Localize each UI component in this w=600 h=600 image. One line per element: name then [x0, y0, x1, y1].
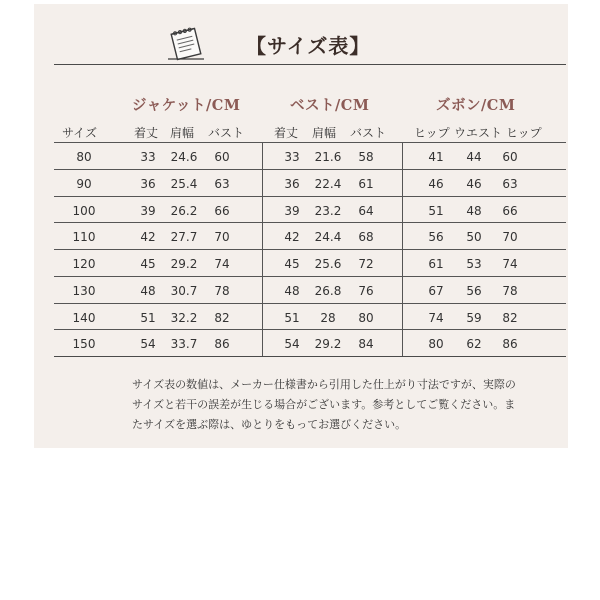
table-row-divider — [54, 303, 566, 304]
size-chart-card — [34, 4, 568, 448]
jacket-value: 60 — [214, 150, 230, 164]
jacket-value: 27.7 — [170, 230, 198, 245]
header-pants-waist: ウエスト — [454, 126, 503, 140]
table-row-divider — [54, 329, 566, 330]
pants-value: 63 — [502, 176, 518, 191]
pants-value: 59 — [466, 310, 482, 325]
header-jacket-bust: バスト — [208, 126, 245, 140]
vest-value: 61 — [358, 176, 374, 191]
jacket-value: 54 — [140, 337, 156, 352]
table-row-divider — [54, 196, 566, 197]
jacket-value: 51 — [140, 310, 156, 325]
group-vest: ベスト/CM — [290, 97, 370, 114]
vest-value: 48 — [284, 283, 300, 298]
header-pants-hip-2: ヒップ — [506, 126, 542, 140]
jacket-value: 33 — [140, 150, 156, 164]
jacket-value: 63 — [214, 176, 230, 191]
jacket-value: 32.2 — [170, 310, 198, 325]
group-pants: ズボン/CM — [436, 97, 516, 114]
vest-value: 42 — [284, 230, 300, 245]
table-row-divider — [54, 276, 566, 277]
header-jacket-shoulder: 肩幅 — [170, 126, 195, 140]
pants-value: 51 — [428, 203, 444, 218]
pants-value: 86 — [502, 337, 518, 352]
size-value: 100 — [72, 203, 96, 218]
pants-value: 74 — [502, 257, 518, 271]
size-value: 130 — [72, 283, 96, 298]
pants-value: 41 — [428, 150, 444, 164]
pants-value: 74 — [428, 310, 444, 325]
jacket-value: 78 — [214, 283, 230, 298]
size-value: 140 — [72, 310, 96, 325]
vest-value: 28 — [320, 310, 336, 325]
note-line-2: サイズと若干の誤差が生じる場合がございます。参考としてご覧ください。ま — [132, 398, 516, 411]
pants-value: 62 — [466, 337, 482, 352]
jacket-value: 30.7 — [170, 283, 198, 298]
table-row-divider — [54, 169, 566, 170]
vest-value: 68 — [358, 230, 374, 245]
vest-value: 26.8 — [314, 283, 342, 298]
jacket-value: 39 — [140, 203, 156, 218]
size-value: 90 — [76, 176, 92, 191]
jacket-value: 45 — [140, 257, 156, 271]
vest-value: 80 — [358, 310, 374, 325]
table-row-divider — [54, 222, 566, 223]
table-bottom-rule — [54, 356, 566, 357]
pants-value: 66 — [502, 203, 518, 218]
vest-value: 36 — [284, 176, 300, 191]
size-value: 110 — [72, 230, 96, 245]
header-size: サイズ — [62, 126, 98, 140]
vest-value: 64 — [358, 203, 374, 218]
size-value: 120 — [72, 257, 96, 271]
pants-value: 60 — [502, 150, 518, 164]
jacket-value: 24.6 — [170, 150, 198, 164]
jacket-value: 74 — [214, 257, 230, 271]
vest-value: 24.4 — [314, 230, 342, 245]
pants-value: 48 — [466, 203, 482, 218]
vest-value: 25.6 — [314, 257, 342, 271]
vest-value: 39 — [284, 203, 300, 218]
jacket-value: 29.2 — [170, 257, 198, 271]
table-row-divider — [54, 249, 566, 250]
pants-value: 61 — [428, 257, 444, 271]
title-divider — [54, 64, 566, 65]
pants-value: 44 — [466, 150, 482, 164]
header-jacket-length: 着丈 — [134, 126, 159, 140]
pants-value: 56 — [466, 283, 482, 298]
pants-value: 67 — [428, 283, 444, 298]
size-value: 150 — [72, 337, 96, 352]
pants-value: 56 — [428, 230, 444, 245]
vest-value: 54 — [284, 337, 300, 352]
vest-value: 45 — [284, 257, 300, 271]
pants-value: 78 — [502, 283, 518, 298]
jacket-value: 42 — [140, 230, 156, 245]
pants-value: 70 — [502, 230, 518, 245]
jacket-value: 25.4 — [170, 176, 198, 191]
vest-value: 22.4 — [314, 176, 342, 191]
group-jacket: ジャケット/CM — [132, 97, 241, 114]
jacket-value: 33.7 — [170, 337, 198, 352]
vest-value: 76 — [358, 283, 374, 298]
notebook-icon — [164, 26, 208, 62]
vest-value: 21.6 — [314, 150, 342, 164]
pants-value: 50 — [466, 230, 482, 245]
jacket-value: 26.2 — [170, 203, 198, 218]
vest-value: 33 — [284, 150, 300, 164]
title-row — [34, 26, 568, 66]
header-vest-bust: バスト — [350, 126, 387, 140]
jacket-value: 48 — [140, 283, 156, 298]
note-line-3: たサイズを選ぶ際は、ゆとりをもってお選びください。 — [132, 418, 407, 431]
size-value: 80 — [76, 150, 92, 164]
jacket-value: 70 — [214, 230, 230, 245]
jacket-value: 36 — [140, 176, 156, 191]
vest-value: 84 — [358, 337, 374, 352]
jacket-value: 66 — [214, 203, 230, 218]
table-row-divider — [54, 142, 566, 143]
header-pants-hip: ヒップ — [414, 126, 450, 140]
header-vest-length: 着丈 — [274, 126, 299, 140]
jacket-value: 82 — [214, 310, 230, 325]
vest-value: 23.2 — [314, 203, 342, 218]
jacket-value: 86 — [214, 337, 230, 352]
pants-value: 46 — [466, 176, 482, 191]
pants-value: 53 — [466, 257, 482, 271]
pants-value: 80 — [428, 337, 444, 352]
header-vest-shoulder: 肩幅 — [312, 126, 337, 140]
vest-value: 58 — [358, 150, 374, 164]
pants-value: 46 — [428, 176, 444, 191]
vest-value: 72 — [358, 257, 374, 271]
vest-value: 51 — [284, 310, 300, 325]
note-line-1: サイズ表の数値は、メーカー仕様書から引用した仕上がり寸法ですが、実際の — [132, 378, 516, 391]
vest-value: 29.2 — [314, 337, 342, 352]
pants-value: 82 — [502, 310, 518, 325]
page-title: 【サイズ表】 — [246, 34, 371, 58]
